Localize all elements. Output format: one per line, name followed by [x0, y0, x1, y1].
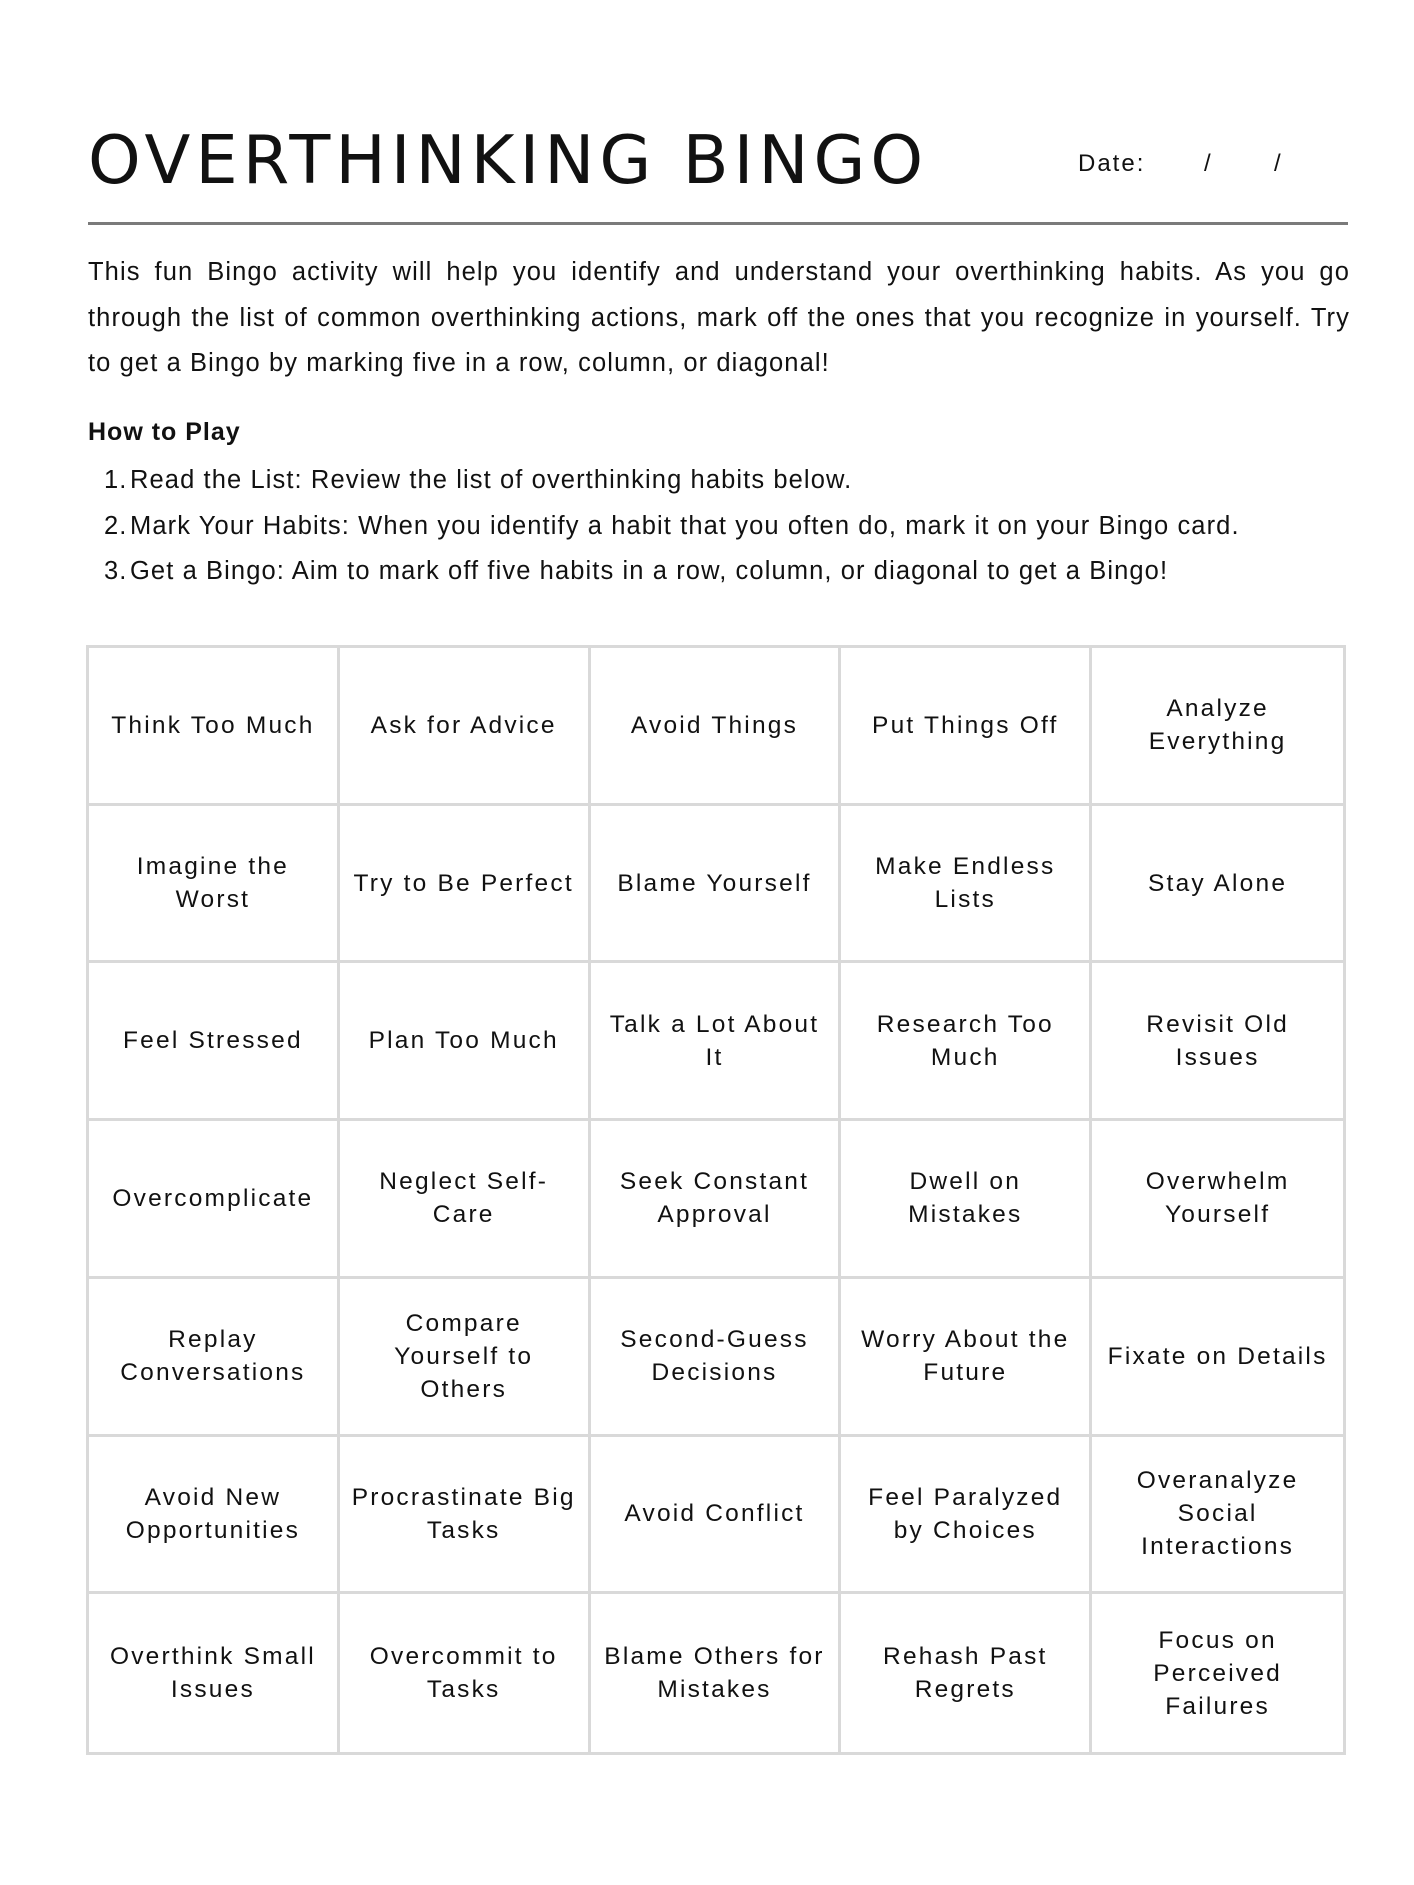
bingo-cell[interactable]: Neglect Self-Care	[340, 1121, 591, 1279]
bingo-cell[interactable]: Feel Stressed	[89, 963, 340, 1121]
bingo-cell[interactable]: Research Too Much	[841, 963, 1092, 1121]
step-text: Read the List: Review the list of overthinking habits below.	[130, 466, 853, 494]
step-item	[88, 549, 1240, 595]
bingo-cell[interactable]: Second-Guess Decisions	[591, 1279, 842, 1437]
bingo-cell[interactable]: Fixate on Details	[1092, 1279, 1343, 1437]
date-field	[1078, 150, 1283, 178]
bingo-cell[interactable]: Think Too Much	[89, 648, 340, 806]
date-separator: /	[1204, 150, 1213, 177]
bingo-cell[interactable]: Make Endless Lists	[841, 806, 1092, 964]
how-to-play-heading: How to Play	[88, 418, 241, 446]
bingo-cell[interactable]: Compare Yourself to Others	[340, 1279, 591, 1437]
bingo-cell[interactable]: Analyze Everything	[1092, 648, 1343, 806]
intro-paragraph: This fun Bingo activity will help you identify and understand your overthinking habits. As you go through the list of common overthinking actions, mark off the ones that you recognize in yourself. Try to get a Bingo by marking five in a row, column, or diagonal!	[88, 258, 1350, 377]
step-number: 2.	[104, 511, 128, 540]
bingo-cell[interactable]: Overanalyze Social Interactions	[1092, 1437, 1343, 1595]
step-number: 1.	[104, 466, 128, 494]
bingo-cell[interactable]: Try to Be Perfect	[340, 806, 591, 964]
date-separator: /	[1274, 150, 1283, 177]
bingo-cell[interactable]: Feel Paralyzed by Choices	[841, 1437, 1092, 1595]
bingo-cell[interactable]: Rehash Past Regrets	[841, 1594, 1092, 1752]
bingo-cell[interactable]: Worry About the Future	[841, 1279, 1092, 1437]
bingo-cell[interactable]: Ask for Advice	[340, 648, 591, 806]
bingo-cell[interactable]: Overcomplicate	[89, 1121, 340, 1279]
bingo-cell[interactable]: Blame Others for Mistakes	[591, 1594, 842, 1752]
bingo-cell[interactable]: Seek Constant Approval	[591, 1121, 842, 1279]
bingo-cell[interactable]: Put Things Off	[841, 648, 1092, 806]
bingo-cell[interactable]: Focus on Perceived Failures	[1153, 1626, 1282, 1720]
how-to-play-steps	[88, 458, 1240, 595]
step-number: 3.	[104, 557, 128, 585]
bingo-cell[interactable]: Overwhelm Yourself	[1092, 1121, 1343, 1279]
header	[88, 112, 1348, 225]
bingo-cell[interactable]: Avoid Conflict	[591, 1437, 842, 1595]
bingo-cell[interactable]: Stay Alone	[1092, 806, 1343, 964]
bingo-cell[interactable]: Blame Yourself	[591, 806, 842, 964]
bingo-cell[interactable]: Avoid New Opportunities	[89, 1437, 340, 1595]
step-item	[88, 458, 1240, 504]
bingo-cell[interactable]: Plan Too Much	[340, 963, 591, 1121]
bingo-cell[interactable]: Procrastinate Big Tasks	[340, 1437, 591, 1595]
bingo-cell[interactable]: Imagine the Worst	[89, 806, 340, 964]
bingo-cell[interactable]: Talk a Lot About It	[591, 963, 842, 1121]
bingo-card	[86, 645, 1346, 1755]
bingo-cell[interactable]: Overcommit to Tasks	[340, 1594, 591, 1752]
bingo-cell[interactable]: Avoid Things	[591, 648, 842, 806]
step-text: Get a Bingo: Aim to mark off five habits in a row, column, or diagonal to get a Bingo!	[130, 557, 1169, 585]
bingo-cell[interactable]: Dwell on Mistakes	[841, 1121, 1092, 1279]
page-title: OVERTHINKING BINGO	[88, 121, 929, 199]
step-text: Mark Your Habits: When you identify a habit that you often do, mark it on your Bingo card.	[130, 511, 1240, 540]
bingo-cell[interactable]: Overthink Small Issues	[89, 1594, 340, 1752]
bingo-cell[interactable]: Replay Conversations	[89, 1279, 340, 1437]
bingo-cell[interactable]: Revisit Old Issues	[1092, 963, 1343, 1121]
date-label: Date:	[1078, 150, 1146, 177]
step-item	[88, 504, 1240, 550]
